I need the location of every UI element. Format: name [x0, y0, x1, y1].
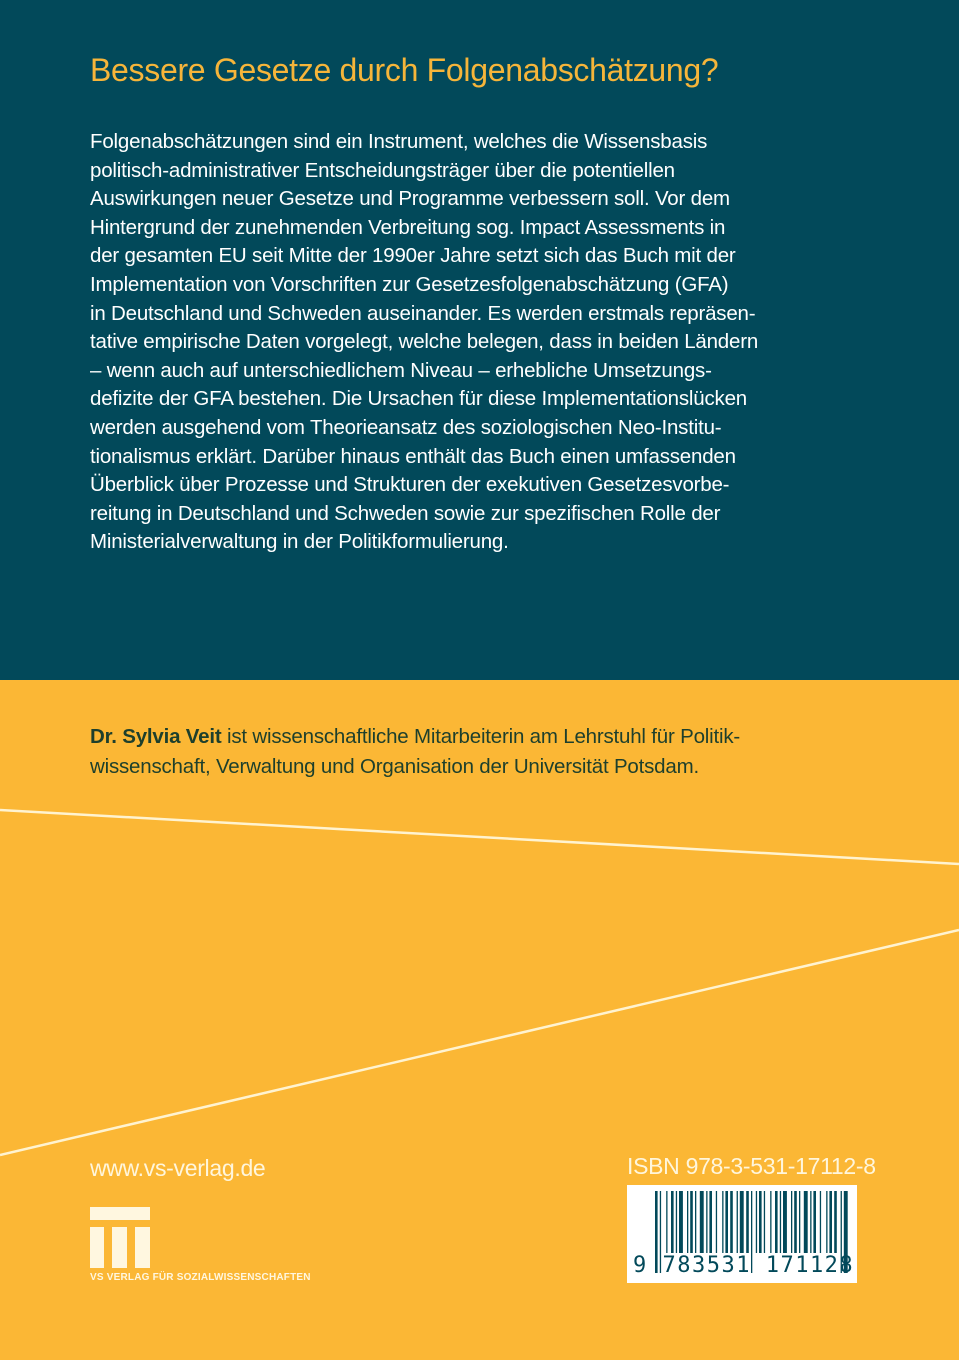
description-line: Auswirkungen neuer Gesetze und Programme verbessern soll. Vor dem — [90, 187, 730, 211]
description-line: Überblick über Prozesse und Strukturen der exekutiven Gesetzesvorbe- — [90, 473, 730, 497]
description-line: Folgenabschätzungen sind ein Instrument, welches die Wissensbasis — [90, 130, 708, 153]
book-title: Bessere Gesetze durch Folgenabschätzung? — [90, 52, 719, 88]
description-line: der gesamten EU seit Mitte der 1990er Jahre setzt sich das Buch mit der — [90, 244, 736, 268]
description-line: Hintergrund der zunehmenden Verbreitung sog. Impact Assessments in — [90, 215, 726, 239]
description-line: defizite der GFA bestehen. Die Ursachen für diese Implementationslücken — [90, 387, 747, 411]
decorative-line-2 — [0, 930, 959, 1155]
description-line: in Deutschland und Schweden auseinander. Es werden erstmals repräsen- — [90, 301, 756, 325]
isbn-label: ISBN 978-3-531-17112-8 — [627, 1153, 876, 1179]
publisher-url[interactable]: www.vs-verlag.de — [90, 1155, 266, 1181]
author-name: Dr. Sylvia Veit — [90, 725, 222, 748]
author-bio-line2: wissenschaft, Verwaltung und Organisation der Universität Potsdam. — [90, 755, 699, 778]
description-line: Implementation von Vorschriften zur Gesetzesfolgenabschätzung (GFA) — [90, 272, 729, 296]
description-line: werden ausgehend vom Theorieansatz des soziologischen Neo-Institu- — [90, 415, 722, 439]
decorative-line-1 — [0, 810, 959, 864]
barcode — [627, 1185, 857, 1283]
description-line: reitung in Deutschland und Schweden sowie zur spezifischen Rolle der — [90, 501, 721, 525]
author-bio-line1: ist wissenschaftliche Mitarbeiterin am Lehrstuhl für Politik- — [221, 725, 741, 748]
book-description — [90, 128, 758, 557]
author-bio — [90, 722, 740, 782]
description-line: Ministerialverwaltung in der Politikformulierung. — [90, 530, 509, 554]
description-line: tative empirische Daten vorgelegt, welche belegen, dass in beiden Ländern — [90, 330, 759, 354]
description-line: – wenn auch auf unterschiedlichem Niveau – erhebliche Umsetzungs- — [90, 358, 712, 382]
description-line: tionalismus erklärt. Darüber hinaus enthält das Buch einen umfassenden — [90, 444, 736, 468]
description-line: politisch-administrativer Entscheidungsträger über die potentiellen — [90, 158, 675, 182]
barcode-digits: 9 783531 171128 — [633, 1253, 855, 1278]
publisher-logo-text: VS VERLAG FÜR SOZIALWISSENSCHAFTEN — [90, 1272, 311, 1283]
